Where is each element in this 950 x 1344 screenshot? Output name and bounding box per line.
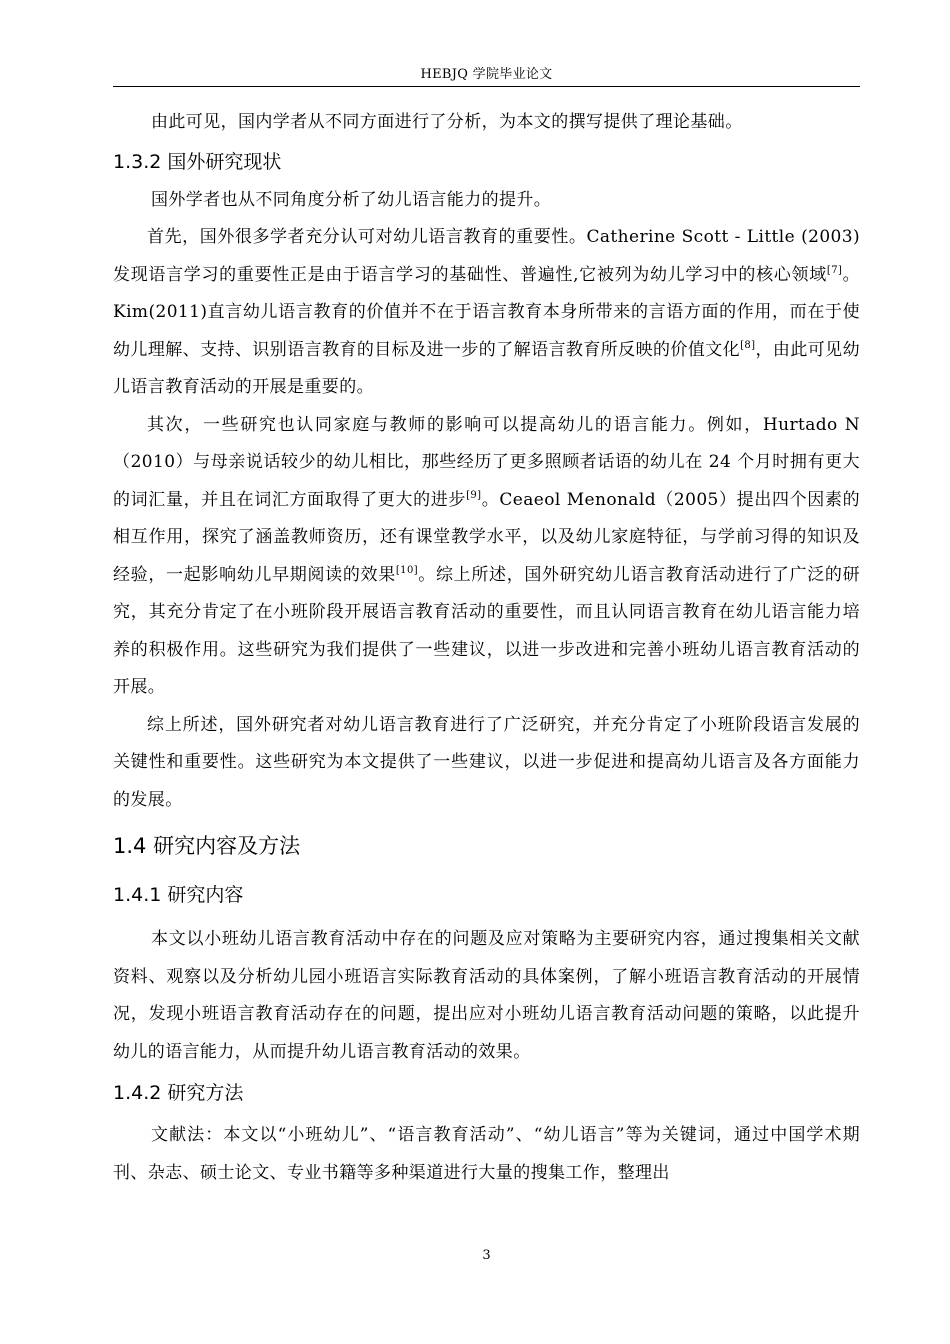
- page-number: 3: [482, 1248, 491, 1263]
- body-content: [113, 104, 860, 1192]
- section-heading-1-4: 1.4 研究内容及方法: [113, 834, 301, 858]
- header-rule: [113, 86, 860, 87]
- citation-ref: [9]: [466, 489, 482, 501]
- paragraph-foreign-importance: [113, 219, 860, 407]
- paragraph-text: ，由此可见幼儿语言教育活动的开展是重要的。: [113, 339, 861, 397]
- paragraph-research-content: 本文以小班幼儿语言教育活动中存在的问题及应对策略为主要研究内容，通过搜集相关文献资料、观察以及分析幼儿园小班语言实际教育活动的具体案例，了解小班语言教育活动的开展情况，发现小班语言教育活动存在的问题，提出应对小班幼儿语言教育活动问题的策略，以此提升幼儿的语言能力，从而提升幼儿语言教育活动的效果。: [113, 929, 860, 1062]
- citation-ref: [8]: [740, 339, 756, 351]
- paragraph-text: 。Ceaeol Menonald（2005）提出四个因素的相互作用，探究了涵盖教师资历，还有课堂教学水平，以及幼儿家庭特征，与学前习得的知识及经验，一起影响幼儿早期阅读的效果: [113, 489, 861, 585]
- running-header: HEBJQ 学院毕业论文: [420, 67, 553, 82]
- paragraph-text: 首先，国外很多学者充分认可对幼儿语言教育的重要性。Catherine Scott - Little (2003)发现语言学习的重要性正是由于语言学习的基础性、普遍性,它被列为幼儿学习中的核心领域: [113, 227, 860, 285]
- citation-ref: [10]: [395, 564, 419, 576]
- paragraph-literature-method: 文献法：本文以“小班幼儿”、“语言教育活动”、“幼儿语言”等为关键词，通过中国学术期刊、杂志、硕士论文、专业书籍等多种渠道进行大量的搜集工作，整理出: [113, 1125, 860, 1183]
- paragraph-foreign-family-teacher: [113, 407, 860, 707]
- section-heading-1-4-1: 1.4.1 研究内容: [113, 884, 244, 906]
- paragraph-text: 其次，一些研究也认同家庭与教师的影响可以提高幼儿的语言能力。例如，Hurtado N（2010）与母亲说话较少的幼儿相比，那些经历了更多照顾者话语的幼儿在 24 个月时拥有更大的词汇量，并且在词汇方面取得了更大的进步: [113, 414, 860, 510]
- citation-ref: [7]: [826, 264, 843, 276]
- section-heading-1-3-2: 1.3.2 国外研究现状: [113, 150, 282, 173]
- section-heading-1-4-2: 1.4.2 研究方法: [113, 1082, 244, 1104]
- paragraph-foreign-summary: 综上所述，国外研究者对幼儿语言教育进行了广泛研究，并充分肯定了小班阶段语言发展的关键性和重要性。这些研究为本文提供了一些建议，以进一步促进和提高幼儿语言及各方面能力的发展。: [113, 714, 860, 810]
- paragraph-foreign-intro: 国外学者也从不同角度分析了幼儿语言能力的提升。: [151, 189, 552, 210]
- paragraph-text: 。综上所述，国外研究幼儿语言教育活动进行了广泛的研究，其充分肯定了在小班阶段开展语言教育活动的重要性，而且认同语言教育在幼儿语言能力培养的积极作用。这些研究为我们提供了一些建议，以进一步改进和完善小班幼儿语言教育活动的开展。: [113, 564, 860, 697]
- paragraph-text: 。Kim(2011)直言幼儿语言教育的价值并不在于语言教育本身所带来的言语方面的作用，而在于使幼儿理解、支持、识别语言教育的目标及进一步的了解语言教育所反映的价值文化: [113, 264, 860, 360]
- paragraph-domestic-summary: 由此可见，国内学者从不同方面进行了分析，为本文的撰写提供了理论基础。: [151, 112, 743, 132]
